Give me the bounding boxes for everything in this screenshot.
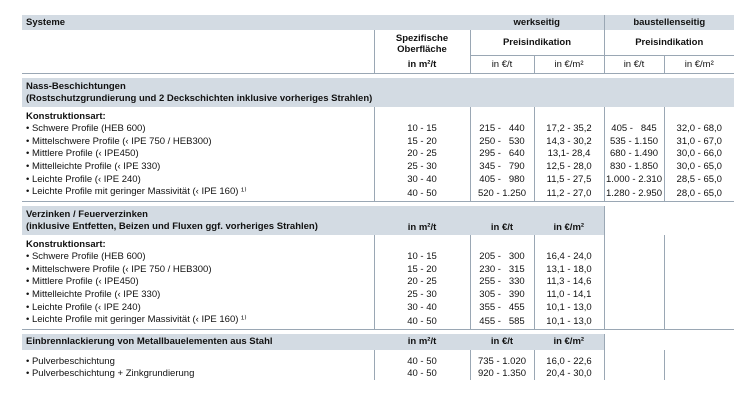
table-row	[22, 186, 734, 202]
header-row	[22, 15, 734, 30]
row-werk-eur-m2: 12,5 - 28,0	[534, 160, 604, 173]
row-label: • Pulverbeschichtung + Zinkgrundierung	[26, 368, 195, 380]
section2-unit-m2t: in m²/t	[374, 221, 470, 235]
row-werk-eur-t: 405 - 980	[470, 173, 534, 186]
row-werk-eur-m2: 10,1 - 13,0	[534, 314, 604, 330]
row-werk-eur-t: 920 - 1.350	[470, 368, 534, 381]
section1-title-row	[22, 78, 734, 92]
section3-title-row	[22, 334, 734, 350]
row-bau-eur-m2: 30,0 - 65,0	[664, 160, 734, 173]
section2-subtitle: (inklusive Entfetten, Beizen und Fluxen ggf. vorheriges Strahlen)	[22, 221, 374, 235]
row-werk-eur-m2: 16,4 - 24,0	[534, 251, 604, 264]
row-label: • Schwere Profile (HEB 600)	[26, 123, 146, 135]
row-werk-eur-t: 205 - 300	[470, 251, 534, 264]
header-unit-eur-m2-w: in €/m²	[534, 56, 604, 74]
row-bau-eur-t: 830 - 1.850	[604, 160, 664, 173]
row-werk-eur-m2: 17,2 - 35,2	[534, 123, 604, 136]
header-unit-eur-t-b: in €/t	[604, 56, 664, 74]
row-oberflaeche: 40 - 50	[374, 186, 470, 202]
row-label: • Mittelschwere Profile (‹ IPE 750 / HEB300)	[26, 135, 212, 147]
section3-title: Einbrennlackierung von Metallbauelementen aus Stahl	[22, 334, 374, 350]
row-oberflaeche: 25 - 30	[374, 160, 470, 173]
header-baustellenseitig: baustellenseitig	[604, 15, 734, 30]
row-werk-eur-t: 250 - 530	[470, 135, 534, 148]
row-werk-eur-m2: 20,4 - 30,0	[534, 368, 604, 381]
row-werk-eur-m2: 11,5 - 27,5	[534, 173, 604, 186]
row-oberflaeche: 40 - 50	[374, 368, 470, 381]
table-row	[22, 123, 734, 136]
header-spez-line1: Spezifische	[374, 30, 470, 44]
row-oberflaeche: 20 - 25	[374, 276, 470, 289]
table-row	[22, 173, 734, 186]
section1-konstruktionsart-row	[22, 107, 734, 123]
header-werkseitig: werkseitig	[470, 15, 604, 30]
row-werk-eur-m2: 13,1 - 18,0	[534, 263, 604, 276]
section2-konstruktionsart: Konstruktionsart:	[26, 238, 106, 250]
row-label: • Pulverbeschichtung	[26, 355, 115, 367]
row-bau-eur-m2: 30,0 - 66,0	[664, 148, 734, 161]
row-label: • Mittlere Profile (‹ IPE450)	[26, 276, 139, 288]
header-unit-eur-t-w: in €/t	[470, 56, 534, 74]
row-oberflaeche: 15 - 20	[374, 135, 470, 148]
row-werk-eur-m2: 11,3 - 14,6	[534, 276, 604, 289]
header-preisindikation-werkseitig: Preisindikation	[470, 30, 604, 56]
row-oberflaeche: 15 - 20	[374, 263, 470, 276]
row-werk-eur-t: 355 - 455	[470, 301, 534, 314]
row-werk-eur-m2: 14,3 - 30,2	[534, 135, 604, 148]
row-oberflaeche: 30 - 40	[374, 301, 470, 314]
header-unit-m2t: in m²/t	[374, 56, 470, 74]
row-label: • Mittelschwere Profile (‹ IPE 750 / HEB300)	[26, 263, 212, 275]
row-bau-eur-m2: 32,0 - 68,0	[664, 123, 734, 136]
header-unit-eur-m2-b: in €/m²	[664, 56, 734, 74]
header-units-row	[22, 56, 734, 74]
row-werk-eur-t: 735 - 1.020	[470, 355, 534, 368]
row-label: • Leichte Profile mit geringer Massivität (‹ IPE 160) ¹⁾	[22, 186, 374, 202]
row-werk-eur-t: 455 - 585	[470, 314, 534, 330]
section2-konstruktionsart-row	[22, 235, 734, 251]
table-row	[22, 148, 734, 161]
table-row	[22, 314, 734, 330]
row-label: • Mittelleichte Profile (‹ IPE 330)	[26, 161, 161, 173]
section1-subtitle: (Rostschutzgrundierung und 2 Deckschichten inklusive vorheriges Strahlen)	[22, 93, 374, 107]
row-werk-eur-m2: 13,1- 28,4	[534, 148, 604, 161]
row-label: • Mittlere Profile (‹ IPE450)	[26, 148, 139, 160]
section3-unit-m2t: in m²/t	[374, 334, 470, 350]
header-preisindikation-baustellenseitig: Preisindikation	[604, 30, 734, 56]
row-oberflaeche: 20 - 25	[374, 148, 470, 161]
table-row	[22, 301, 734, 314]
row-label: • Leichte Profile (‹ IPE 240)	[26, 173, 141, 185]
row-werk-eur-t: 520 - 1.250	[470, 186, 534, 202]
row-werk-eur-m2: 16,0 - 22,6	[534, 355, 604, 368]
section1-konstruktionsart: Konstruktionsart:	[26, 110, 106, 122]
header-systeme: Systeme	[22, 15, 374, 30]
row-bau-eur-m2: 28,5 - 65,0	[664, 173, 734, 186]
header-spez-line2: Oberfläche	[374, 44, 470, 55]
section2-unit-eur-m2: in €/m²	[534, 221, 604, 235]
section2-title-row	[22, 206, 734, 220]
table-row	[22, 263, 734, 276]
section3-unit-eur-t: in €/t	[470, 334, 534, 350]
table-row	[22, 355, 734, 368]
section1-subtitle-row	[22, 93, 734, 107]
row-werk-eur-t: 255 - 330	[470, 276, 534, 289]
section1-title: Nass-Beschichtungen	[22, 78, 374, 92]
table-row	[22, 251, 734, 264]
section2-unit-eur-t: in €/t	[470, 221, 534, 235]
header-subrow-1	[22, 30, 734, 44]
row-oberflaeche: 10 - 15	[374, 251, 470, 264]
row-bau-eur-t: 535 - 1.150	[604, 135, 664, 148]
table-row	[22, 368, 734, 381]
row-werk-eur-t: 295 - 640	[470, 148, 534, 161]
row-oberflaeche: 10 - 15	[374, 123, 470, 136]
row-bau-eur-t: 1.280 - 2.950	[604, 186, 664, 202]
row-label: • Schwere Profile (HEB 600)	[26, 251, 146, 263]
row-werk-eur-m2: 11,0 - 14,1	[534, 288, 604, 301]
row-werk-eur-m2: 10,1 - 13,0	[534, 301, 604, 314]
row-werk-eur-m2: 11,2 - 27,0	[534, 186, 604, 202]
row-oberflaeche: 30 - 40	[374, 173, 470, 186]
table-row	[22, 135, 734, 148]
row-bau-eur-t: 405 - 845	[604, 123, 664, 136]
row-bau-eur-t: 1.000 - 2.310	[606, 173, 662, 185]
price-table-container	[22, 15, 734, 380]
row-bau-eur-m2: 31,0 - 67,0	[664, 135, 734, 148]
table-row	[22, 288, 734, 301]
row-oberflaeche: 40 - 50	[374, 314, 470, 330]
row-bau-eur-m2: 28,0 - 65,0	[664, 186, 734, 202]
row-bau-eur-t: 680 - 1.490	[604, 148, 664, 161]
section3-unit-eur-m2: in €/m²	[534, 334, 604, 350]
row-werk-eur-t: 345 - 790	[470, 160, 534, 173]
table-row	[22, 160, 734, 173]
row-label: • Leichte Profile (‹ IPE 240)	[26, 301, 141, 313]
row-label: • Leichte Profile mit geringer Massivität (‹ IPE 160) ¹⁾	[22, 314, 374, 330]
price-table	[22, 15, 734, 380]
row-oberflaeche: 25 - 30	[374, 288, 470, 301]
section2-title: Verzinken / Feuerverzinken	[22, 206, 374, 220]
row-werk-eur-t: 305 - 390	[470, 288, 534, 301]
table-row	[22, 276, 734, 289]
row-oberflaeche: 40 - 50	[374, 355, 470, 368]
row-werk-eur-t: 215 - 440	[470, 123, 534, 136]
row-label: • Mittelleichte Profile (‹ IPE 330)	[26, 288, 161, 300]
row-werk-eur-t: 230 - 315	[470, 263, 534, 276]
